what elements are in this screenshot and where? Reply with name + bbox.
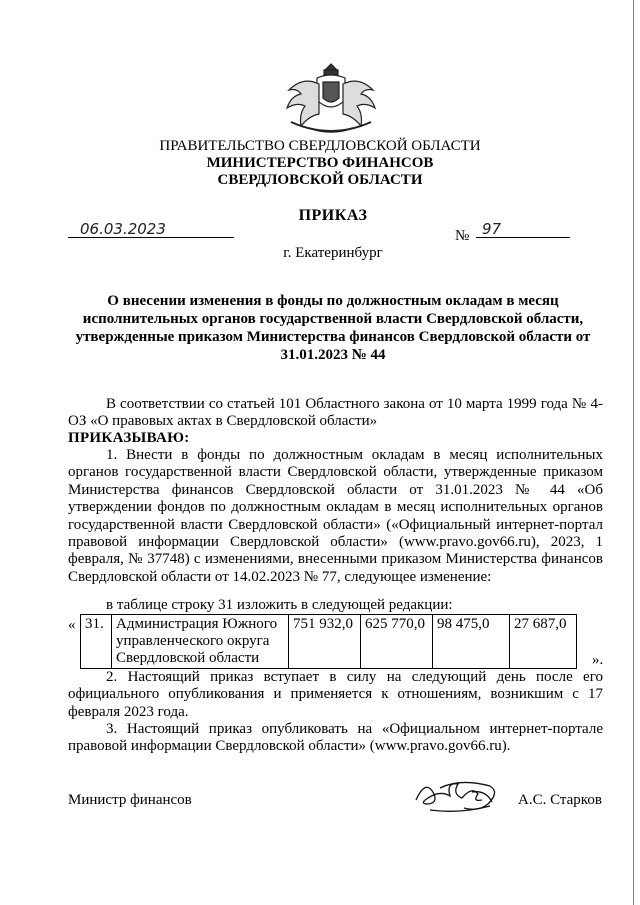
document-date: 06.03.2023 — [68, 220, 234, 238]
scan-edge-line — [633, 0, 634, 905]
item-2 — [68, 669, 603, 721]
preamble — [68, 396, 603, 431]
item-3 — [68, 721, 603, 756]
decree-heading: ПРИКАЗЫВАЮ: — [68, 430, 190, 446]
row-value-1: 751 932,0 — [289, 615, 361, 669]
item-1-sub — [68, 597, 603, 614]
row-organization: Администрация Южного управленческого округа Свердловской области — [112, 615, 289, 669]
row-value-2: 625 770,0 — [361, 615, 433, 669]
signature-icon — [410, 770, 510, 820]
coat-of-arms-icon — [279, 62, 384, 137]
quote-open: « — [68, 617, 76, 633]
ministry-region: СВЕРДЛОВСКОЙ ОБЛАСТИ — [217, 172, 423, 188]
item-1 — [68, 447, 603, 586]
document-city: г. Екатеринбург — [283, 245, 383, 261]
signatory-position: Министр финансов — [68, 792, 192, 808]
document-type: ПРИКАЗ — [298, 207, 368, 224]
document-title: О внесении изменения в фонды по должностным окладам в месяц исполнительных органов государственной власти Свердловской области, утвержденные приказом Министерства финансов Свердловской области от 31.01.2023 № 44 — [75, 293, 591, 363]
ministry-name: МИНИСТЕРСТВО ФИНАНСОВ — [206, 155, 434, 171]
row-number: 31. — [81, 615, 112, 669]
replacement-table-row — [80, 614, 577, 669]
government-name: ПРАВИТЕЛЬСТВО СВЕРДЛОВСКОЙ ОБЛАСТИ — [159, 138, 481, 154]
item-1-sub-text: в таблице строку 31 изложить в следующей редакции: — [106, 597, 453, 613]
row-value-3: 98 475,0 — [433, 615, 510, 669]
signatory-name: А.С. Старков — [518, 792, 602, 808]
quote-close: ». — [592, 652, 604, 668]
number-label: № — [455, 228, 470, 244]
row-value-4: 27 687,0 — [510, 615, 577, 669]
document-number: 97 — [476, 220, 570, 238]
item-2-text: 2. Настоящий приказ вступает в силу на следующий день после его официального опубликования и применяется к отношениям, возникшим с 17 февраля 2023 года. — [68, 669, 603, 720]
preamble-text: В соответствии со статьей 101 Областного закона от 10 марта 1999 года № 4-ОЗ «О правовых актах в Свердловской области» — [68, 396, 603, 430]
table-row — [81, 615, 577, 669]
item-1-text: 1. Внести в фонды по должностным окладам в месяц исполнительных органов государственной власти Свердловской области, утвержденные приказом Министерства финансов Свердловской области от 31.01.2023 № 44 «Об утверждении фондов по должностным окладам в месяц исполнительных органов государственной власти Свердловской области» («Официальный интернет-портал правовой информации Свердловской области» (www.pravo.gov66.ru), 2023, 1 февраля, № 37748) с изменениями, внесенными приказом Министерства финансов Свердловской области от 14.02.2023 № 77, следующее изменение: — [68, 447, 603, 585]
item-3-text: 3. Настоящий приказ опубликовать на «Официальном интернет-портале правовой информации Свердловской области» (www.pravo.gov66.ru). — [68, 721, 603, 755]
